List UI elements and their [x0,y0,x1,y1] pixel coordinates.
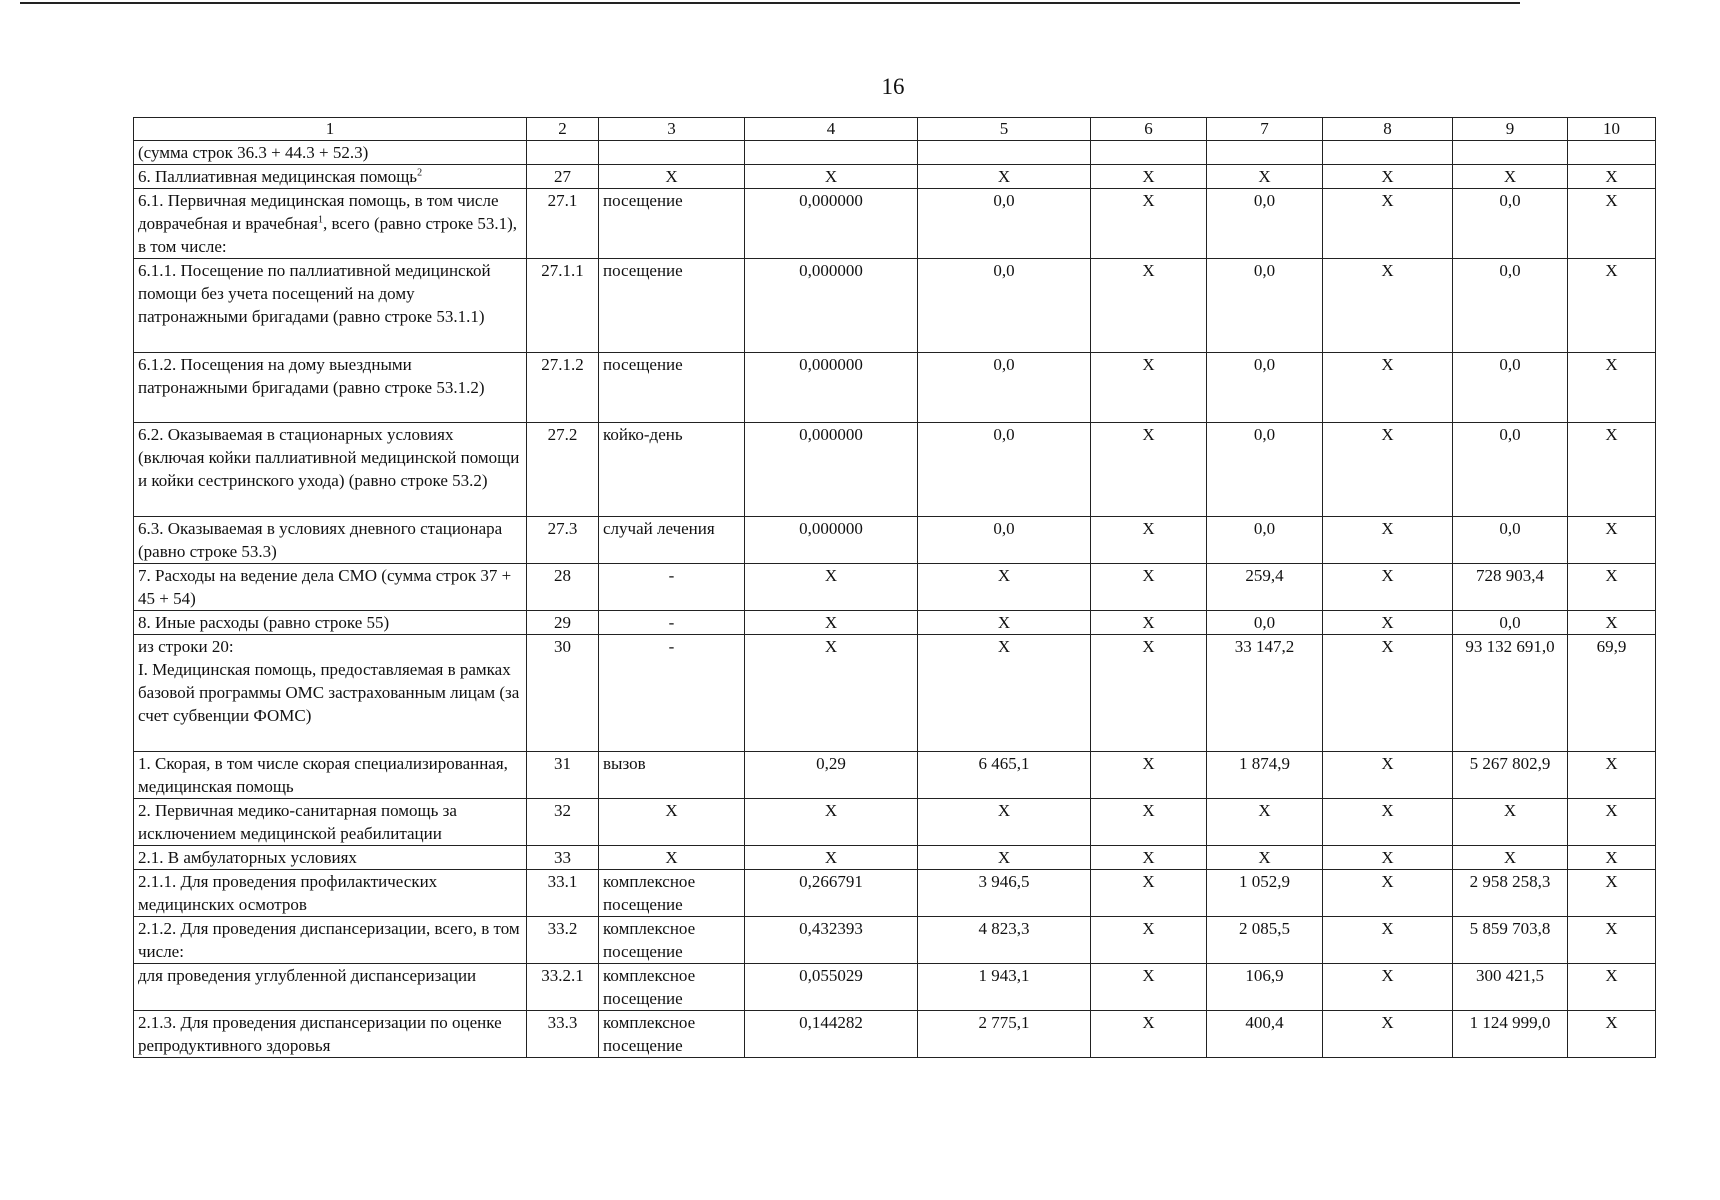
value-cell: 0,0 [1207,259,1323,353]
table-row [134,870,1656,917]
value-cell: Х [918,799,1091,846]
row-label [134,141,527,165]
value-cell: 0,0 [918,259,1091,353]
value-cell: Х [1323,917,1453,964]
value-cell: Х [1323,189,1453,259]
value-cell: Х [918,611,1091,635]
value-cell: Х [1568,964,1656,1011]
value-cell: Х [1091,752,1207,799]
value-cell: 0,0 [1453,353,1568,423]
value-cell: Х [745,635,918,752]
row-code: 27.1.1 [527,259,599,353]
value-cell: Х [745,799,918,846]
row-label-text: 6.1.2. Посещения на дому выездными патронажными бригадами (равно строке 53.1.2) [138,355,485,397]
row-label-text: , всего (равно строке 53.1), в том числе: [138,214,518,256]
column-number: 4 [745,118,918,141]
row-label [134,635,527,752]
value-cell: Х [1568,517,1656,564]
page-number: 16 [881,74,905,99]
table-row [134,1011,1656,1058]
row-label [134,846,527,870]
table-row [134,517,1656,564]
row-code: 27.3 [527,517,599,564]
table-row [134,917,1656,964]
unit-cell: комплексное посещение [599,917,745,964]
value-cell: Х [1568,752,1656,799]
value-cell: 0,0 [1453,517,1568,564]
value-cell: 2 775,1 [918,1011,1091,1058]
row-code: 33 [527,846,599,870]
value-cell: Х [1323,165,1453,189]
value-cell: Х [1091,259,1207,353]
unit-cell: вызов [599,752,745,799]
table-row [134,611,1656,635]
unit-cell: - [599,611,745,635]
value-cell: 1 052,9 [1207,870,1323,917]
value-cell: 69,9 [1568,635,1656,752]
value-cell: Х [1568,423,1656,517]
column-number: 5 [918,118,1091,141]
unit-cell: Х [599,165,745,189]
unit-cell: случай лечения [599,517,745,564]
value-cell: Х [1323,517,1453,564]
row-label-text: 6.2. Оказываемая в стационарных условиях (включая койки паллиативной медицинской помощи и койки сестринского ухода) (равно строке 53.2) [138,425,520,490]
table-row [134,846,1656,870]
value-cell: Х [918,635,1091,752]
value-cell: Х [1323,353,1453,423]
row-label [134,165,527,189]
value-cell: 6 465,1 [918,752,1091,799]
value-cell: Х [1091,564,1207,611]
value-cell: Х [918,564,1091,611]
row-code: 28 [527,564,599,611]
value-cell: Х [1323,635,1453,752]
value-cell: 1 124 999,0 [1453,1011,1568,1058]
value-cell [1568,141,1656,165]
table-row [134,799,1656,846]
value-cell: 259,4 [1207,564,1323,611]
value-cell: 0,266791 [745,870,918,917]
value-cell [745,141,918,165]
row-label [134,189,527,259]
footnote-mark: 2 [417,167,423,179]
value-cell: Х [745,564,918,611]
row-label-text: 2.1.3. Для проведения диспансеризации по оценке репродуктивного здоровья [138,1013,502,1055]
value-cell: Х [1207,799,1323,846]
table-row [134,752,1656,799]
value-cell: Х [1091,964,1207,1011]
row-label [134,917,527,964]
unit-cell: койко-день [599,423,745,517]
value-cell: Х [1323,564,1453,611]
column-number: 9 [1453,118,1568,141]
value-cell: Х [1568,870,1656,917]
column-number: 1 [134,118,527,141]
value-cell: Х [745,846,918,870]
value-cell [1323,141,1453,165]
value-cell: 0,29 [745,752,918,799]
value-cell: Х [918,165,1091,189]
table-row [134,141,1656,165]
value-cell: Х [1568,353,1656,423]
value-cell: Х [1323,964,1453,1011]
value-cell: 2 958 258,3 [1453,870,1568,917]
row-label [134,1011,527,1058]
unit-cell: посещение [599,259,745,353]
value-cell: 0,0 [1453,423,1568,517]
value-cell: 0,0 [1207,517,1323,564]
row-label [134,752,527,799]
value-cell: Х [1453,799,1568,846]
row-label-text: из строки 20: I. Медицинская помощь, предоставляемая в рамках базовой программы ОМС застрахованным лицам (за счет субвенции ФОМС) [138,637,520,725]
value-cell: Х [1568,917,1656,964]
value-cell [1453,141,1568,165]
row-code: 27 [527,165,599,189]
value-cell: 0,000000 [745,259,918,353]
row-label-text: 2. Первичная медико-санитарная помощь за исключением медицинской реабилитации [138,801,457,843]
unit-cell [599,141,745,165]
value-cell: Х [1091,1011,1207,1058]
value-cell: 0,000000 [745,353,918,423]
table-header-row [134,118,1656,141]
row-label-text: 6.1. Первичная медицинская помощь, в том числе доврачебная и врачебная [138,191,499,233]
row-code [527,141,599,165]
row-label-text: 6. Паллиативная медицинская помощь [138,167,418,186]
value-cell: 400,4 [1207,1011,1323,1058]
value-cell: Х [1091,799,1207,846]
column-number: 7 [1207,118,1323,141]
value-cell: Х [1091,189,1207,259]
value-cell: 1 874,9 [1207,752,1323,799]
value-cell: 0,0 [1453,189,1568,259]
value-cell: Х [1091,517,1207,564]
row-label [134,611,527,635]
value-cell: Х [1323,799,1453,846]
value-cell: 0,0 [1207,423,1323,517]
value-cell: Х [1323,752,1453,799]
value-cell: 93 132 691,0 [1453,635,1568,752]
data-table [133,117,1656,1058]
value-cell: 5 859 703,8 [1453,917,1568,964]
value-cell [918,141,1091,165]
value-cell: Х [1091,165,1207,189]
value-cell: Х [1568,165,1656,189]
value-cell: 0,0 [1453,259,1568,353]
column-number: 8 [1323,118,1453,141]
value-cell: 33 147,2 [1207,635,1323,752]
table-row [134,964,1656,1011]
row-code: 33.2 [527,917,599,964]
column-number: 3 [599,118,745,141]
unit-cell: - [599,635,745,752]
value-cell: 300 421,5 [1453,964,1568,1011]
value-cell: Х [1091,846,1207,870]
table-row [134,165,1656,189]
row-label [134,259,527,353]
unit-cell: Х [599,846,745,870]
row-label-text: 7. Расходы на ведение дела СМО (сумма строк 37 + 45 + 54) [138,566,512,608]
top-rule [20,2,1520,4]
row-code: 33.1 [527,870,599,917]
row-label [134,517,527,564]
row-label [134,353,527,423]
row-label-text: 2.1. В амбулаторных условиях [138,848,357,867]
value-cell: 0,0 [1453,611,1568,635]
row-code: 30 [527,635,599,752]
row-code: 33.2.1 [527,964,599,1011]
value-cell: 0,0 [918,517,1091,564]
value-cell: 0,0 [918,189,1091,259]
value-cell: Х [745,165,918,189]
unit-cell: посещение [599,353,745,423]
value-cell: 1 943,1 [918,964,1091,1011]
table-row [134,353,1656,423]
value-cell: 0,000000 [745,517,918,564]
value-cell: Х [1568,611,1656,635]
value-cell: Х [1453,165,1568,189]
unit-cell: комплексное посещение [599,1011,745,1058]
value-cell: 0,144282 [745,1011,918,1058]
row-label-text: (сумма строк 36.3 + 44.3 + 52.3) [138,143,369,162]
unit-cell: посещение [599,189,745,259]
unit-cell: комплексное посещение [599,870,745,917]
value-cell: Х [1207,165,1323,189]
table-row [134,259,1656,353]
table-row [134,635,1656,752]
value-cell: Х [1091,611,1207,635]
table-row [134,564,1656,611]
value-cell: 0,000000 [745,423,918,517]
value-cell: Х [1323,259,1453,353]
value-cell: Х [1091,635,1207,752]
row-label-text: 6.3. Оказываемая в условиях дневного стационара (равно строке 53.3) [138,519,503,561]
value-cell: Х [1568,799,1656,846]
value-cell: Х [1568,846,1656,870]
unit-cell: - [599,564,745,611]
row-code: 32 [527,799,599,846]
row-label [134,870,527,917]
value-cell: Х [1091,917,1207,964]
value-cell: Х [1568,259,1656,353]
value-cell: Х [1207,846,1323,870]
value-cell: Х [1568,564,1656,611]
row-code: 27.2 [527,423,599,517]
value-cell: 0,0 [1207,611,1323,635]
value-cell: 106,9 [1207,964,1323,1011]
row-code: 31 [527,752,599,799]
row-code: 27.1 [527,189,599,259]
value-cell: Х [1568,189,1656,259]
value-cell: Х [918,846,1091,870]
value-cell: 3 946,5 [918,870,1091,917]
row-label-text: 2.1.2. Для проведения диспансеризации, всего, в том числе: [138,919,520,961]
value-cell: 0,0 [1207,353,1323,423]
value-cell: 0,0 [918,353,1091,423]
row-code: 33.3 [527,1011,599,1058]
value-cell: Х [1568,1011,1656,1058]
value-cell: Х [1091,423,1207,517]
value-cell: 5 267 802,9 [1453,752,1568,799]
row-label-text: для проведения углубленной диспансеризации [138,966,477,985]
column-number: 10 [1568,118,1656,141]
row-label [134,799,527,846]
row-label-text: 6.1.1. Посещение по паллиативной медицинской помощи без учета посещений на дому патронажными бригадами (равно строке 53.1.1) [138,261,491,326]
row-label [134,964,527,1011]
unit-cell: комплексное посещение [599,964,745,1011]
value-cell: Х [1323,611,1453,635]
value-cell [1207,141,1323,165]
row-label [134,564,527,611]
value-cell: Х [1323,846,1453,870]
unit-cell: Х [599,799,745,846]
value-cell: 0,055029 [745,964,918,1011]
value-cell: Х [1453,846,1568,870]
row-label-text: 1. Скорая, в том числе скорая специализированная, медицинская помощь [138,754,508,796]
row-label-text: 2.1.1. Для проведения профилактических медицинских осмотров [138,872,438,914]
value-cell: 0,0 [918,423,1091,517]
value-cell: Х [745,611,918,635]
value-cell: Х [1323,1011,1453,1058]
value-cell: 0,000000 [745,189,918,259]
footnote-mark: 1 [317,214,323,226]
value-cell: Х [1091,353,1207,423]
column-number: 6 [1091,118,1207,141]
value-cell: 0,0 [1207,189,1323,259]
value-cell: 0,432393 [745,917,918,964]
value-cell: Х [1323,423,1453,517]
value-cell: 4 823,3 [918,917,1091,964]
value-cell: Х [1323,870,1453,917]
value-cell [1091,141,1207,165]
row-label-text: 8. Иные расходы (равно строке 55) [138,613,390,632]
row-label [134,423,527,517]
value-cell: 2 085,5 [1207,917,1323,964]
column-number: 2 [527,118,599,141]
table-row [134,189,1656,259]
row-code: 27.1.2 [527,353,599,423]
value-cell: 728 903,4 [1453,564,1568,611]
table-row [134,423,1656,517]
value-cell: Х [1091,870,1207,917]
row-code: 29 [527,611,599,635]
